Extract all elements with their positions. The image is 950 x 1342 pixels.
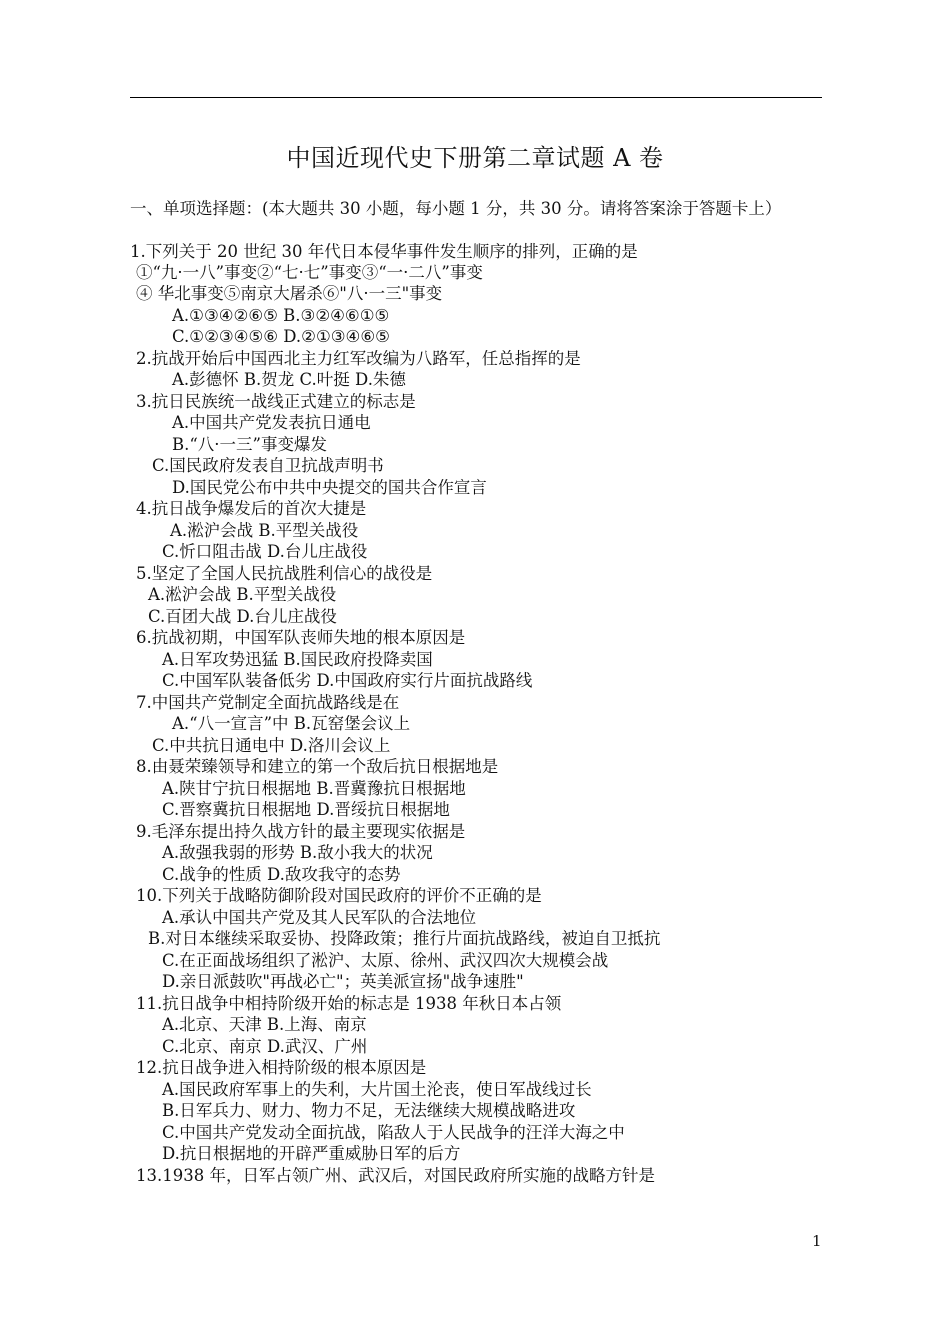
option-line: D.亲日派鼓吹"再战必亡"；英美派宣扬"战争速胜" bbox=[162, 972, 524, 991]
question-line: ④ 华北事变⑤南京大屠杀⑥"八·一三"事变 bbox=[136, 284, 443, 303]
question-line: 12.抗日战争进入相持阶级的根本原因是 bbox=[136, 1058, 427, 1077]
option-line: C.忻口阻击战 D.台儿庄战役 bbox=[162, 542, 368, 561]
option-line: B.“八·一三”事变爆发 bbox=[172, 435, 327, 454]
option-line: D.抗日根据地的开辟严重威胁日军的后方 bbox=[162, 1144, 461, 1163]
question-line: 6.抗战初期，中国军队丧师失地的根本原因是 bbox=[136, 628, 466, 647]
option-line: A.国民政府军事上的失利，大片国土沦丧，使日军战线过长 bbox=[162, 1080, 592, 1099]
question-line: 3.抗日民族统一战线正式建立的标志是 bbox=[136, 392, 416, 411]
question-line: 11.抗日战争中相持阶级开始的标志是 1938 年秋日本占领 bbox=[136, 994, 562, 1013]
question-line: 8.由聂荣臻领导和建立的第一个敌后抗日根据地是 bbox=[136, 757, 499, 776]
option-line: A.“八一宣言”中 B.瓦窑堡会议上 bbox=[172, 714, 411, 733]
option-line: A.淞沪会战 B.平型关战役 bbox=[170, 521, 359, 540]
page-title: 中国近现代史下册第二章试题 A 卷 bbox=[286, 144, 664, 172]
page-number: 1 bbox=[812, 1232, 822, 1250]
question-line: 9.毛泽东提出持久战方针的最主要现实依据是 bbox=[136, 822, 466, 841]
question-line: 10.下列关于战略防御阶段对国民政府的评价不正确的是 bbox=[136, 886, 542, 905]
option-line: A.①③④②⑥⑤ B.③②④⑥①⑤ bbox=[172, 306, 390, 325]
option-line: C.中共抗日通电中 D.洛川会议上 bbox=[152, 736, 391, 755]
option-line: C.战争的性质 D.敌攻我守的态势 bbox=[162, 865, 401, 884]
option-line: A.彭德怀 B.贺龙 C.叶挺 D.朱德 bbox=[172, 370, 406, 389]
option-line: C.北京、南京 D.武汉、广州 bbox=[162, 1037, 368, 1056]
header-rule bbox=[130, 97, 822, 98]
option-line: C.①②③④⑤⑥ D.②①③④⑥⑤ bbox=[172, 327, 390, 346]
option-line: C.在正面战场组织了淞沪、太原、徐州、武汉四次大规模会战 bbox=[162, 951, 609, 970]
question-line: 13.1938 年，日军占领广州、武汉后，对国民政府所实施的战略方针是 bbox=[136, 1166, 655, 1185]
section-heading: 一、单项选择题：(本大题共 30 小题，每小题 1 分，共 30 分。请将答案涂于答题卡上） bbox=[130, 199, 782, 218]
question-line: 1.下列关于 20 世纪 30 年代日本侵华事件发生顺序的排列，正确的是 bbox=[130, 242, 638, 261]
option-line: A.北京、天津 B.上海、南京 bbox=[162, 1015, 367, 1034]
option-line: A.淞沪会战 B.平型关战役 bbox=[148, 585, 337, 604]
option-line: A.中国共产党发表抗日通电 bbox=[172, 413, 371, 432]
option-line: A.日军攻势迅猛 B.国民政府投降卖国 bbox=[162, 650, 433, 669]
option-line: B.日军兵力、财力、物力不足，无法继续大规模战略进攻 bbox=[162, 1101, 576, 1120]
question-line: 7.中国共产党制定全面抗战路线是在 bbox=[136, 693, 400, 712]
question-line: 2.抗战开始后中国西北主力红军改编为八路军，任总指挥的是 bbox=[136, 349, 581, 368]
option-line: A.陕甘宁抗日根据地 B.晋冀豫抗日根据地 bbox=[162, 779, 466, 798]
option-line: C.晋察冀抗日根据地 D.晋绥抗日根据地 bbox=[162, 800, 450, 819]
option-line: C.百团大战 D.台儿庄战役 bbox=[148, 607, 337, 626]
option-line: A.承认中国共产党及其人民军队的合法地位 bbox=[162, 908, 477, 927]
option-line: C.中国军队装备低劣 D.中国政府实行片面抗战路线 bbox=[162, 671, 533, 690]
question-line: 5.坚定了全国人民抗战胜利信心的战役是 bbox=[136, 564, 433, 583]
option-line: D.国民党公布中共中央提交的国共合作宣言 bbox=[172, 478, 487, 497]
option-line: A.敌强我弱的形势 B.敌小我大的状况 bbox=[162, 843, 433, 862]
question-line: ①“九·一八”事变②“七·七”事变③“一·二八”事变 bbox=[136, 263, 483, 282]
option-line: C.国民政府发表自卫抗战声明书 bbox=[152, 456, 384, 475]
question-line: 4.抗日战争爆发后的首次大捷是 bbox=[136, 499, 367, 518]
option-line: B.对日本继续采取妥协、投降政策；推行片面抗战路线，被迫自卫抵抗 bbox=[148, 929, 661, 948]
option-line: C.中国共产党发动全面抗战，陷敌人于人民战争的汪洋大海之中 bbox=[162, 1123, 625, 1142]
